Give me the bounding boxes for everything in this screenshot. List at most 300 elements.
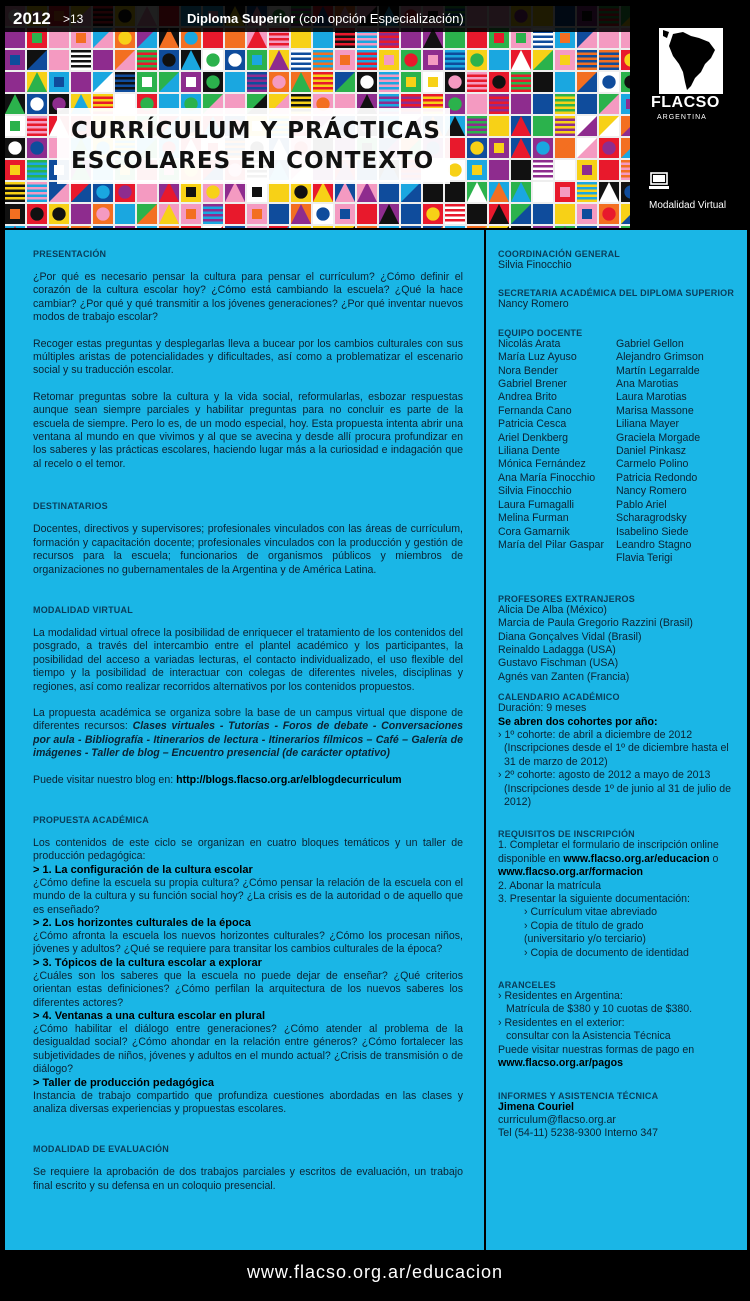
list-item: Agnés van Zanten (Francia) (498, 670, 630, 683)
pattern-tile (291, 204, 311, 224)
pattern-tile (555, 226, 575, 228)
list-item: Gabriel Brener (498, 378, 567, 391)
pattern-tile (247, 50, 267, 70)
extranjeros-list (498, 604, 738, 684)
pattern-tile (511, 138, 531, 158)
ar1: › Residentes en Argentina: (498, 990, 623, 1003)
pattern-tile (137, 182, 157, 202)
propuesta-intro: Los contenidos de este ciclo se organizan en cuatro bloques temáticos y un taller de producción pedagógica: (33, 836, 463, 863)
logo-country: ARGENTINA (657, 114, 707, 121)
pattern-tile (621, 160, 630, 180)
req1 (498, 839, 738, 879)
pattern-tile (489, 182, 509, 202)
equipo-col1 (498, 338, 616, 566)
block1-text: ¿Cómo define la escuela su propia cultura? ¿Cómo pensar la relación de la escuela con el mundo de la cultura y su función social hoy? ¿La crisis es de la autoridad o de aquello que es enseñado? (33, 876, 463, 916)
docs-list (498, 906, 738, 960)
pattern-tile (621, 226, 630, 228)
pattern-tile (159, 204, 179, 224)
pattern-tile (401, 182, 421, 202)
pattern-tile (533, 160, 553, 180)
pattern-tile (577, 138, 597, 158)
list-item: Carmelo Polino (616, 458, 689, 471)
pattern-tile (467, 138, 487, 158)
blog-line (33, 774, 463, 787)
pattern-tile (577, 204, 597, 224)
list-item: Ariel Denkberg (498, 431, 569, 444)
pattern-tile (335, 182, 355, 202)
pattern-tile (225, 50, 245, 70)
pattern-tile (511, 182, 531, 202)
pattern-tile (489, 226, 509, 228)
destinatarios-p1: Docentes, directivos y supervisores; profesionales vinculados con las áreas de currículum, formación y capacitación docente; profesionales vinculados con la producción y gestión de recursos para la escuela; funcionarios de organismos públicos y miembros de organizaciones no gubernamentales de la Argentina y de América Latina. (33, 523, 463, 576)
pattern-tile (445, 226, 465, 228)
taller-text: Instancia de trabajo compartido que profundiza cuestiones abordadas en las clases y analiza diversas experiencias y propuestas escolares. (33, 1089, 463, 1116)
list-item: Gustavo Fischman (USA) (498, 657, 619, 670)
pattern-tile (555, 160, 575, 180)
list-item: Melina Furman (498, 512, 569, 525)
pattern-tile (93, 182, 113, 202)
pattern-tile (291, 182, 311, 202)
presentacion-p2: Recoger estas preguntas y desplegarlas lleva a bucear por los cambios culturales con sus múltiples aristas de potencialidades y dificultades, así como a problematizar el escenario social y su traducción escolar. (33, 337, 463, 377)
pattern-tile (115, 72, 135, 92)
pattern-tile (599, 50, 619, 70)
pattern-tile (577, 72, 597, 92)
pattern-tile (115, 182, 135, 202)
pattern-tile (5, 204, 25, 224)
pattern-tile (379, 226, 399, 228)
duracion: Duración: 9 meses (498, 702, 587, 715)
evaluacion-heading: MODALIDAD DE EVALUACIÓN (33, 1144, 169, 1155)
pattern-tile (511, 204, 531, 224)
pattern-tile (533, 94, 553, 114)
pattern-tile (555, 94, 575, 114)
pattern-tile (555, 50, 575, 70)
pattern-tile (511, 226, 531, 228)
pattern-tile (533, 50, 553, 70)
pattern-tile (291, 72, 311, 92)
footer-url[interactable]: www.flacso.org.ar/educacion (246, 1262, 504, 1282)
list-item: María del Pilar Gaspar (498, 538, 604, 551)
pattern-tile (533, 116, 553, 136)
pattern-tile (489, 204, 509, 224)
pattern-tile (27, 204, 47, 224)
pattern-tile (5, 94, 25, 114)
pattern-tile (467, 182, 487, 202)
list-item: Alejandro Grimson (616, 351, 704, 364)
block4-text: ¿Cómo habilitar el diálogo entre generaciones? ¿Cómo atender al problema de la desigualdad social? ¿Cómo ahondar en la relación entre géneros? ¿Cómo fortalecer las subjetividades de niños, jóvenes y adultos en el mundo actual? ¿Crisis de transmisión o de diálogo? (33, 1023, 463, 1076)
pattern-tile (247, 226, 267, 228)
pattern-tile (93, 50, 113, 70)
pattern-tile (445, 204, 465, 224)
pattern-tile (5, 182, 25, 202)
pattern-tile (137, 50, 157, 70)
list-item: Patricia Cesca (498, 418, 567, 431)
pattern-tile (467, 72, 487, 92)
pattern-tile (599, 94, 619, 114)
destinatarios-heading: DESTINATARIOS (33, 501, 108, 512)
pattern-tile (159, 226, 179, 228)
top-bar (5, 6, 630, 32)
modalidad-p2 (33, 707, 463, 761)
pattern-tile (49, 50, 69, 70)
ar1-detail: Matrícula de $380 y 10 cuotas de $380. (506, 1003, 693, 1016)
pattern-tile (335, 204, 355, 224)
aranceles-heading: ARANCELES (498, 980, 556, 991)
taller-title: > Taller de producción pedagógica (33, 1076, 215, 1089)
pattern-tile (93, 72, 113, 92)
calendario-heading: CALENDARIO ACADÉMICO (498, 692, 620, 703)
req2: 2. Abonar la matrícula (498, 879, 602, 892)
pattern-tile (181, 50, 201, 70)
pattern-tile (423, 182, 443, 202)
pattern-tile (555, 138, 575, 158)
list-item: Flavia Terigi (616, 552, 673, 565)
pattern-tile (225, 226, 245, 228)
pattern-tile (599, 72, 619, 92)
pattern-tile (621, 182, 630, 202)
list-item: › Currículum vitae abreviado (524, 906, 658, 919)
secretaria-heading: SECRETARIA ACADÉMICA DEL DIPLOMA SUPERIOR (498, 288, 735, 299)
equipo-heading: EQUIPO DOCENTE (498, 327, 583, 338)
pattern-tile (467, 204, 487, 224)
list-item: Nora Bender (498, 364, 559, 377)
pattern-tile (27, 116, 47, 136)
pattern-tile (401, 226, 421, 228)
pattern-tile (181, 226, 201, 228)
pattern-tile (5, 72, 25, 92)
block4-title: > 4. Ventanas a una cultura escolar en plural (33, 1010, 266, 1023)
pattern-tile (577, 226, 597, 228)
list-item: Alicia De Alba (México) (498, 603, 607, 616)
pattern-tile (555, 182, 575, 202)
pattern-tile (5, 116, 25, 136)
pattern-tile (489, 50, 509, 70)
pattern-tile (313, 182, 333, 202)
pattern-tile (621, 204, 630, 224)
list-item: Ana Marotias (616, 378, 679, 391)
pattern-tile (137, 226, 157, 228)
pattern-tile (335, 72, 355, 92)
list-item: Pablo Ariel Scharagrodsky (616, 498, 687, 525)
pattern-tile (423, 226, 443, 228)
presentacion-heading: PRESENTACIÓN (33, 249, 107, 259)
list-item: Martín Legarralde (616, 364, 700, 377)
logo-name: FLACSO (651, 94, 720, 111)
pattern-tile (577, 94, 597, 114)
block2-text: ¿Cómo afronta la escuela los nuevos horizontes culturales? ¿Cómo los procesan niños, jóvenes y adultos? ¿Qué se requiere para transitar los cambios culturales de la época? (33, 930, 463, 956)
pattern-tile (511, 160, 531, 180)
list-item: Nicolás Arata (498, 337, 561, 350)
pattern-tile (467, 226, 487, 228)
modality-label: Modalidad Virtual (649, 200, 727, 211)
pattern-tile (313, 50, 333, 70)
list-item: Nancy Romero (616, 485, 687, 498)
pattern-tile (225, 182, 245, 202)
pattern-tile (357, 72, 377, 92)
pattern-tile (115, 204, 135, 224)
block3-text: ¿Cuáles son los saberes que la escuela no puede dejar de enseñar? ¿Qué criterios orientan estas definiciones? ¿Cómo perfilan la arquitectura de los nuevos saberes los diferentes actores? (33, 969, 463, 1009)
pattern-tile (423, 72, 443, 92)
year-suffix: >13 (63, 12, 84, 26)
modalidad-p2-intro: La propuesta académica se organiza sobre la base de un campus virtual que dispone de diferentes recursos: (33, 706, 463, 733)
coord-name: Silvia Finocchio (498, 259, 572, 271)
pattern-tile (203, 72, 223, 92)
link-formacion[interactable]: www.flacso.org.ar/formacion (498, 866, 644, 879)
list-item: Liliana Dente (498, 445, 560, 458)
pattern-tile (159, 72, 179, 92)
equipo-list (498, 338, 738, 566)
pattern-tile (511, 72, 531, 92)
pattern-tile (467, 94, 487, 114)
left-column (33, 249, 463, 1193)
pattern-tile (599, 226, 619, 228)
pattern-tile (599, 204, 619, 224)
pattern-tile (533, 182, 553, 202)
pattern-tile (269, 72, 289, 92)
ar3: Puede visitar nuestras formas de pago en (498, 1043, 695, 1056)
pattern-tile (291, 50, 311, 70)
pattern-tile (577, 50, 597, 70)
pattern-tile (423, 204, 443, 224)
pattern-tile (71, 226, 91, 228)
pattern-tile (489, 72, 509, 92)
propuesta-heading: PROPUESTA ACADÉMICA (33, 814, 149, 825)
pattern-tile (313, 204, 333, 224)
pattern-tile (313, 226, 333, 228)
pattern-tile (247, 72, 267, 92)
informes-name: Jimena Couriel (498, 1100, 574, 1113)
pattern-tile (467, 160, 487, 180)
pattern-tile (269, 50, 289, 70)
pattern-tile (5, 138, 25, 158)
right-column (498, 249, 738, 1141)
link-educacion[interactable]: www.flacso.org.ar/educacion (563, 852, 710, 865)
diploma-rest: (con opción Especialización) (298, 11, 464, 26)
pattern-tile (489, 138, 509, 158)
list-item: Gabriel Gellon (616, 337, 684, 350)
list-item: Patricia Redondo (616, 471, 698, 484)
blog-intro: Puede visitar nuestro blog en: (33, 773, 177, 786)
pattern-tile (203, 226, 223, 228)
pattern-tile (621, 116, 630, 136)
cohortes-title: Se abren dos cohortes por año: (498, 715, 658, 728)
pattern-tile (379, 182, 399, 202)
list-item: Daniel Pinkasz (616, 445, 687, 458)
pattern-tile (313, 72, 333, 92)
pattern-tile (445, 50, 465, 70)
informes-tel: Tel (54-11) 5238-9300 Interno 347 (498, 1127, 658, 1140)
pattern-tile (401, 72, 421, 92)
pattern-tile (49, 182, 69, 202)
list-item: Fernanda Cano (498, 404, 572, 417)
list-item: › Copia de título de grado (524, 919, 644, 932)
pattern-tile (533, 204, 553, 224)
pattern-tile (5, 226, 25, 228)
diploma-bold: Diploma Superior (187, 11, 296, 26)
pattern-tile (423, 50, 443, 70)
pattern-tile (621, 50, 630, 70)
pattern-tile (71, 204, 91, 224)
list-item: Diana Gonçalves Vidal (Brasil) (498, 630, 642, 643)
link-pagos[interactable]: www.flacso.org.ar/pagos (498, 1057, 623, 1070)
req3: 3. Presentar la siguiente documentación: (498, 893, 690, 906)
pattern-tile (203, 50, 223, 70)
req1-b: o (709, 852, 719, 865)
list-item: Isabelino Siede (616, 525, 689, 538)
pattern-tile (225, 72, 245, 92)
pattern-tile (181, 182, 201, 202)
pattern-tile (93, 226, 113, 228)
pattern-tile (555, 116, 575, 136)
pattern-tile (27, 182, 47, 202)
pattern-tile (357, 182, 377, 202)
presentacion-p1: ¿Por qué es necesario pensar la cultura para pensar el currículum? ¿Cómo definir el corazón de la cultura escolar hoy? ¿Cómo está cambiando la escuela? ¿Qué la hace cambiar? ¿Por qué y qué transmitir a los jóvenes generaciones? ¿Por qué inventar nuevos modos de trabajo escolar? (33, 271, 463, 324)
computer-icon (649, 172, 669, 190)
flacso-logo-panel (635, 6, 747, 228)
extranjeros-heading: PROFESORES EXTRANJEROS (498, 593, 635, 604)
pattern-tile (71, 182, 91, 202)
pattern-tile (203, 182, 223, 202)
pattern-tile (467, 50, 487, 70)
pattern-tile (533, 138, 553, 158)
year-label: 2012 (13, 9, 51, 28)
pattern-tile (71, 72, 91, 92)
blog-link[interactable]: http://blogs.flacso.org.ar/elblogdecurriculum (176, 773, 402, 786)
pattern-tile (247, 182, 267, 202)
pattern-tile (621, 138, 630, 158)
list-item: Liliana Mayer (616, 418, 680, 431)
pattern-tile (49, 226, 69, 228)
pattern-tile (269, 226, 289, 228)
pattern-tile (577, 182, 597, 202)
pattern-tile (335, 226, 355, 228)
pattern-tile (159, 182, 179, 202)
list-item: María Luz Ayuso (498, 351, 577, 364)
pattern-tile (269, 204, 289, 224)
pattern-tile (511, 116, 531, 136)
list-item: Ana María Finocchio (498, 471, 596, 484)
pattern-tile (159, 50, 179, 70)
block1-title: > 1. La configuración de la cultura escolar (33, 863, 253, 876)
pattern-tile (357, 204, 377, 224)
pattern-tile (137, 72, 157, 92)
pattern-tile (27, 160, 47, 180)
list-item: Leandro Stagno (616, 538, 692, 551)
pattern-tile (203, 204, 223, 224)
pattern-tile (27, 50, 47, 70)
equipo-col2 (616, 338, 738, 566)
pattern-tile (5, 50, 25, 70)
pattern-tile (247, 204, 267, 224)
page-title-line1: CURRÍCULUM Y PRÁCTICAS (71, 118, 441, 144)
pattern-tile (379, 72, 399, 92)
pattern-tile (555, 204, 575, 224)
modalidad-heading: MODALIDAD VIRTUAL (33, 604, 133, 615)
pattern-tile (357, 50, 377, 70)
list-item: Andrea Brito (498, 391, 557, 404)
pattern-tile (49, 204, 69, 224)
pattern-tile (181, 72, 201, 92)
req1-a: 1. Completar el formulario de inscripción online disponible en (498, 839, 719, 865)
pattern-tile (489, 94, 509, 114)
list-item: Cora Gamarnik (498, 525, 570, 538)
pattern-tile (357, 226, 377, 228)
list-item: Marcia de Paula Gregorio Razzini (Brasil) (498, 617, 693, 630)
list-item: Mónica Fernández (498, 458, 586, 471)
requisitos-heading: REQUISITOS DE INSCRIPCIÓN (498, 829, 635, 840)
pattern-tile (115, 226, 135, 228)
pattern-tile (599, 116, 619, 136)
diploma-label (187, 11, 464, 26)
pattern-tile (555, 72, 575, 92)
block3-title: > 3. Tópicos de la cultura escolar a explorar (33, 956, 262, 969)
pattern-tile (511, 50, 531, 70)
pattern-tile (401, 50, 421, 70)
pattern-tile (27, 72, 47, 92)
pattern-tile (533, 226, 553, 228)
informes-heading: INFORMES Y ASISTENCIA TÉCNICA (498, 1090, 659, 1101)
list-item: Reinaldo Ladagga (USA) (498, 643, 616, 656)
presentacion-p3: Retomar preguntas sobre la cultura y la vida social, reformularlas, esbozar respuestas aunque sean siempre parciales y habilitar preguntas para no concluir es parte de la escuela de siempre. Pero lo es, de un modo especial, hoy. Esta propuesta intenta abrir una ventana al mundo en que vivimos y al que se avecina y desde allí procura profundizar en los saberes y las prácticas escolares, haciendo lugar más a la curiosidad e indagación que al recelo o el temor. (33, 390, 463, 470)
modalidad-resources: Clases virtuales - Tutorías - Foros de debate - Conversaciones por aula - Bibliografía - Itinerarios de lectura - Itinerarios fílmicos – Café – Galería de imágenes - Taller de blog – Encuentro presencial (de carácter optativo) (33, 720, 464, 760)
cohorte1-note: (Inscripciones desde el 1º de diciembre hasta el 31 de marzo de 2012) (504, 742, 729, 768)
pattern-tile (599, 182, 619, 202)
coord-heading: COORDINACIÓN GENERAL (498, 249, 621, 259)
pattern-tile (489, 116, 509, 136)
block2-title: > 2. Los horizontes culturales de la época (33, 917, 251, 929)
pattern-tile (445, 182, 465, 202)
pattern-tile (379, 204, 399, 224)
title-box (57, 108, 450, 184)
modalidad-p1: La modalidad virtual ofrece la posibilidad de enriquecer el tratamiento de los contenidos del posgrado, a través del intercambio entre el plantel académico y los participantes, la posibilidad del acceso a variadas lecturas, el contacto individualizado, el uso flexible del tiempo y la posibilidad de interactuar con colegas de diferentes niveles, disciplinas y regiones, así como realizar recorridos alternativos por los contenidos propuestos. (33, 626, 463, 693)
pattern-tile (115, 50, 135, 70)
pattern-tile (291, 226, 311, 228)
pattern-tile (599, 160, 619, 180)
pattern-tile (445, 72, 465, 92)
cohorte2: › 2º cohorte: agosto de 2012 a mayo de 2013 (498, 769, 711, 782)
list-item: (universitario y/o terciario) (524, 933, 646, 946)
pattern-tile (577, 160, 597, 180)
ar2-detail: consultar con la Asistencia Técnica (506, 1030, 671, 1043)
pattern-tile (621, 94, 630, 114)
page-title-line2: ESCOLARES EN CONTEXTO (71, 148, 435, 174)
pattern-tile (335, 50, 355, 70)
list-item: › Copia de documento de identidad (524, 946, 689, 959)
informes-email[interactable]: curriculum@flacso.org.ar (498, 1113, 616, 1126)
pattern-tile (137, 204, 157, 224)
cohorte2-note: (Inscripciones desde 1º de junio al 31 de julio de 2012) (504, 782, 732, 808)
evaluacion-p1: Se requiere la aprobación de dos trabajos parciales y escritos de evaluación, un trabajo final escrito y su defensa en un coloquio presencial. (33, 1166, 463, 1192)
pattern-tile (27, 94, 47, 114)
pattern-tile (181, 204, 201, 224)
pattern-tile (269, 182, 289, 202)
cohorte1: › 1º cohorte: de abril a diciembre de 2012 (498, 728, 693, 741)
list-item: Silvia Finocchio (498, 485, 572, 498)
pattern-tile (5, 160, 25, 180)
list-item: Marisa Massone (616, 404, 694, 417)
pattern-tile (49, 72, 69, 92)
pattern-tile (577, 116, 597, 136)
list-item: Graciela Morgade (616, 431, 701, 444)
pattern-tile (533, 72, 553, 92)
pattern-tile (401, 204, 421, 224)
pattern-tile (511, 94, 531, 114)
pattern-tile (599, 138, 619, 158)
pattern-tile (379, 50, 399, 70)
secretaria-name: Nancy Romero (498, 298, 569, 311)
list-item: Laura Fumagalli (498, 498, 574, 511)
pattern-tile (621, 72, 630, 92)
